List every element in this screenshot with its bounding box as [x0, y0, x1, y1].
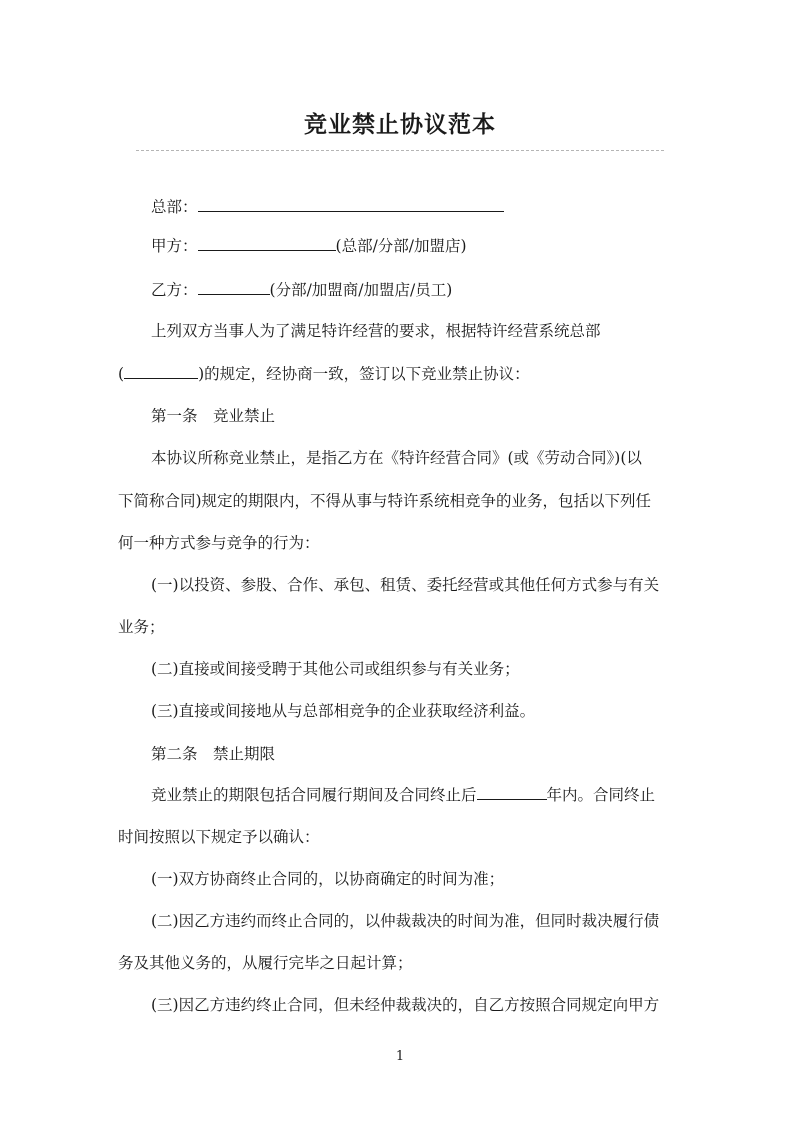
- page-number: 1: [395, 1049, 405, 1064]
- article-2-para-pre: 竞业禁止的期限包括合同履行期间及合同终止后: [151, 786, 477, 804]
- article-1-item-3: (三)直接或间接地从与总部相竞争的企业获取经济利益。: [151, 702, 536, 720]
- party-b-line: [118, 278, 721, 302]
- article-2-para-line-2: 时间按照以下规定予以确认：: [118, 828, 320, 846]
- article-2-heading: 第二条 禁止期限: [151, 745, 276, 763]
- preamble-line-1: 上列双方当事人为了满足特许经营的要求，根据特许经营系统总部: [151, 322, 601, 340]
- hq-name-blank[interactable]: [124, 363, 198, 379]
- hq-blank[interactable]: [198, 196, 504, 212]
- article-1-item-1-line-1: (一)以投资、参股、合作、承包、租赁、委托经营或其他任何方式参与有关: [151, 576, 660, 594]
- party-b-suffix: (分部/加盟商/加盟店/员工): [269, 281, 453, 299]
- article-1-para-line-3: 何一种方式参与竞争的行为：: [118, 534, 320, 552]
- article-2-item-2-line-1: (二)因乙方违约而终止合同的，以仲裁裁决的时间为准，但同时裁决履行债: [151, 912, 660, 930]
- article-1-heading: 第一条 竞业禁止: [151, 407, 276, 425]
- article-2-item-1: (一)双方协商终止合同的，以协商确定的时间为准；: [151, 870, 505, 888]
- title-divider: [136, 150, 664, 151]
- article-2-item-2-line-2: 务及其他义务的，从履行完毕之日起计算；: [118, 954, 413, 972]
- document-title: 竞业禁止协议范本: [304, 111, 496, 138]
- article-1-item-1-line-2: 业务；: [118, 618, 165, 636]
- hq-line: [118, 195, 721, 219]
- preamble-open-paren: (: [118, 365, 125, 383]
- party-a-blank[interactable]: [198, 235, 336, 251]
- preamble-line-2: [118, 362, 688, 386]
- article-1-para-line-2: 下简称合同)规定的期限内，不得从事与特许系统相竞争的业务，包括以下列任: [118, 492, 652, 510]
- party-a-line: [118, 234, 721, 258]
- preamble-rest: )的规定，经协商一致，签订以下竞业禁止协议：: [198, 365, 530, 383]
- article-2-item-3-line-1: (三)因乙方违约终止合同，但未经仲裁裁决的，自乙方按照合同规定向甲方: [151, 996, 660, 1014]
- article-1-para-line-1: 本协议所称竞业禁止，是指乙方在《特许经营合同》(或《劳动合同》)(以: [151, 449, 642, 467]
- party-a-label: 甲方：: [151, 237, 198, 255]
- article-1-item-2: (二)直接或间接受聘于其他公司或组织参与有关业务；: [151, 660, 520, 678]
- party-b-label: 乙方：: [151, 281, 198, 299]
- party-a-suffix: (总部/分部/加盟店): [335, 237, 467, 255]
- article-2-para-line-1: [118, 783, 721, 807]
- hq-label: 总部：: [151, 198, 198, 216]
- party-b-blank[interactable]: [198, 279, 270, 295]
- article-2-para-post: 年内。合同终止: [546, 786, 656, 804]
- term-years-blank[interactable]: [477, 784, 547, 800]
